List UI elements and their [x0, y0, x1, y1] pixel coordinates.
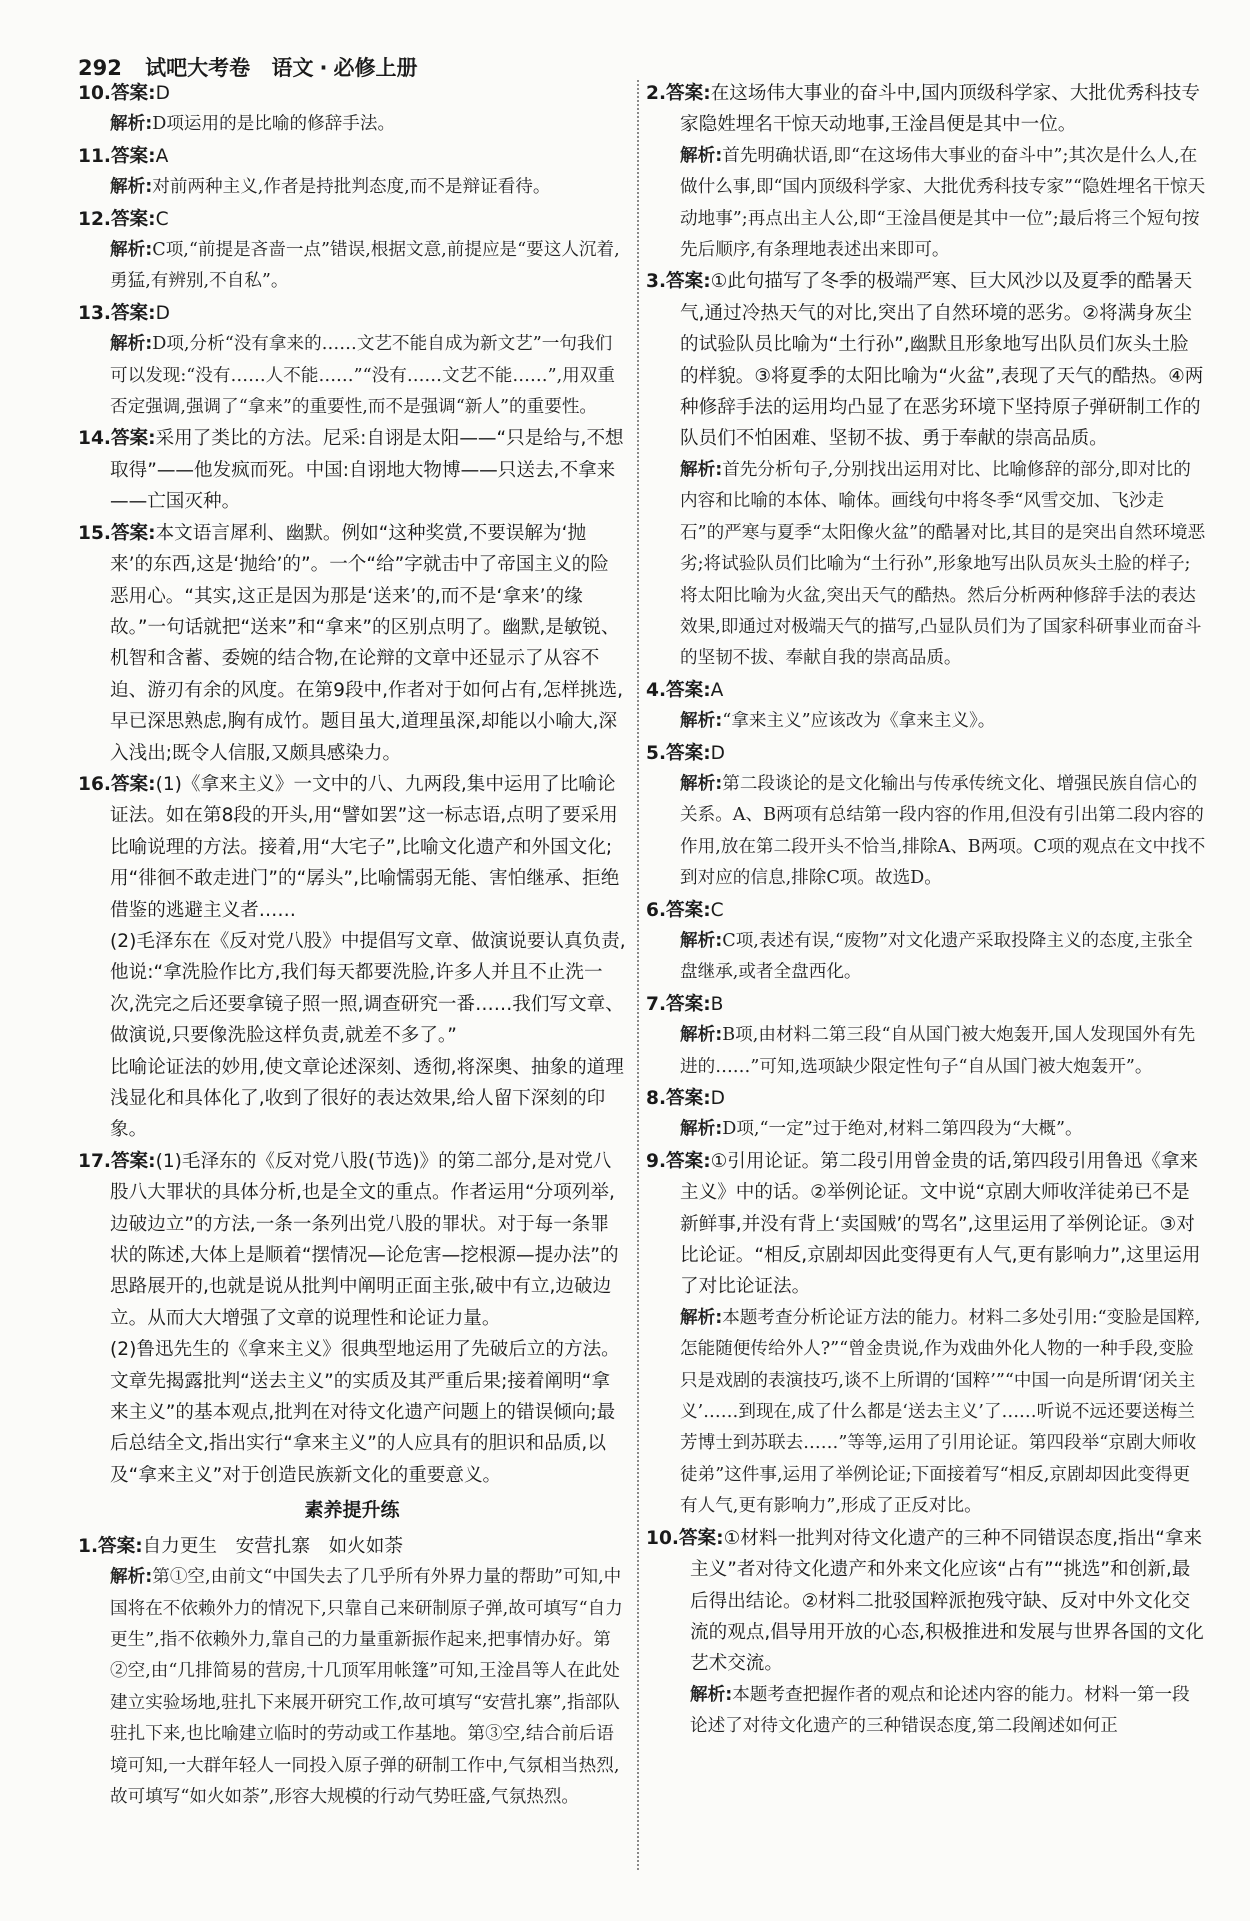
answer-item — [78, 1531, 626, 1814]
question-number: 13. — [78, 302, 111, 324]
analysis-line — [646, 1020, 1206, 1083]
analysis-line — [78, 235, 626, 298]
answer-paragraph: (2)鲁迅先生的《拿来主义》很典型地运用了先破后立的方法。文章先揭露批判“送去主义”的实质及其严重后果;接着阐明“拿来主义”的基本观点,批判在对待文化遗产问题上的错误倾向;最后总结全文,指出实行“拿来主义”的人应具有的胆识和品质,以及“拿来主义”对于创造民族新文化的重要意义。 — [110, 1339, 620, 1486]
analysis-line — [78, 329, 626, 423]
question-number: 10. — [78, 83, 111, 104]
answer-item — [646, 78, 1206, 266]
section-title: 素养提升练 — [304, 1499, 400, 1522]
answer-text: C — [710, 899, 724, 921]
answer-item — [646, 266, 1206, 674]
question-number: 17. — [78, 1150, 111, 1172]
question-number: 9. — [646, 1150, 667, 1172]
answer-label: 答案: — [110, 145, 156, 167]
subject: 语文 — [271, 56, 314, 80]
answer-line — [78, 1531, 626, 1562]
answer-text: ①此句描写了冬季的极端严寒、巨大风沙以及夏季的酷暑天气,通过冷热天气的对比,突出了自然环境的恶劣。②将满身灰尘的试验队员比喻为“土行孙”,幽默且形象地写出队员们灰头土脸的样貌。③将夏季的太阳比喻为“火盆”,表现了天气的酷热。④两种修辞手法的运用均凸显了在恶劣环境下坚持原子弹研制工作的队员们不怕困难、坚韧不拔、勇于奉献的崇高品质。 — [680, 271, 1204, 450]
analysis-text: D项,“一定”过于绝对,材料二第四段为“大概”。 — [722, 1119, 1083, 1140]
question-number: 1. — [78, 1535, 99, 1557]
analysis-text: D项运用的是比喻的修辞手法。 — [152, 114, 396, 135]
analysis-line — [646, 769, 1206, 895]
answer-item — [78, 204, 626, 298]
analysis-label: 解析: — [680, 145, 723, 166]
page-number: 292 — [78, 56, 122, 80]
question-number: 11. — [78, 145, 111, 167]
answer-item — [78, 423, 626, 517]
answer-line — [646, 1083, 1206, 1114]
answer-label: 答案: — [666, 899, 711, 921]
answer-text: ①材料一批判对待文化遗产的三种不同错误态度,指出“拿来主义”者对待文化遗产和外来文化应该“占有”“挑选”和创新,最后得出结论。②材料二批驳国粹派抱残守缺、反对中外文化交流的观点,倡导用开放的心态,积极推进和发展与世界各国的文化艺术交流。 — [690, 1527, 1204, 1675]
answer-item — [78, 1146, 626, 1491]
analysis-text: 本题考查分析论证方法的能力。材料二多处引用:“变脸是国粹,怎能随便传给外人?”“曾金贵说,作为戏曲外化人物的一种手段,变脸只是戏剧的表演技巧,谈不上所谓的‘国粹’”“中国一向是所谓‘闭关主义’……到现在,成了什么都是‘送去主义’了……听说不远还要送梅兰芳博士到苏联去……”等等,运用了引用论证。第四段举“京剧大师收徒弟”这件事,运用了举例论证;下面接着写“相反,京剧却因此变得更有人气,更有影响力”,形成了正反对比。 — [680, 1307, 1201, 1517]
analysis-label: 解析: — [690, 1684, 733, 1705]
analysis-line — [646, 141, 1206, 267]
answer-label: 答案: — [110, 428, 156, 450]
answer-item — [646, 738, 1206, 895]
answer-text: A — [710, 679, 724, 701]
answer-label: 答案: — [666, 1088, 711, 1109]
analysis-label: 解析: — [680, 1307, 723, 1328]
answer-item — [78, 78, 626, 141]
analysis-label: 解析: — [680, 711, 723, 732]
answer-item — [646, 675, 1206, 738]
right-column — [646, 78, 1206, 1743]
answer-label: 答案: — [666, 679, 711, 701]
answer-label: 答案: — [666, 993, 711, 1015]
analysis-line — [646, 926, 1206, 989]
book-title: 必修上册 — [333, 56, 418, 80]
answer-label: 答案: — [110, 302, 156, 324]
answer-label: 答案: — [666, 83, 711, 104]
answer-text: D — [155, 302, 170, 324]
question-number: 4. — [646, 679, 667, 701]
left-column — [78, 78, 626, 1813]
analysis-text: D项,分析“没有拿来的……文艺不能自成为新文艺”一句我们可以发现:“没有……人不能……”“没有……文艺不能……”,用双重否定强调,强调了“拿来”的重要性,而不是强调“新人”的重要性。 — [110, 334, 615, 418]
answer-label: 答案: — [110, 773, 156, 795]
answer-label: 答案: — [666, 1150, 711, 1172]
question-number: 14. — [78, 428, 111, 450]
answer-line — [78, 423, 626, 517]
analysis-line — [646, 455, 1206, 675]
analysis-line — [646, 1303, 1206, 1523]
answer-line — [646, 989, 1206, 1020]
answer-line — [646, 1146, 1206, 1303]
analysis-text: “拿来主义”应该改为《拿来主义》。 — [722, 711, 996, 732]
question-number: 12. — [78, 208, 111, 230]
analysis-text: 对前两种主义,作者是持批判态度,而不是辩证看待。 — [152, 177, 551, 198]
answer-label: 答案: — [110, 522, 156, 544]
answer-text: 自力更生 安营扎寨 如火如荼 — [142, 1535, 403, 1557]
answer-text: D — [710, 742, 725, 764]
analysis-label: 解析: — [680, 1025, 723, 1046]
answer-line — [78, 78, 626, 109]
answer-text: (1)《拿来主义》一文中的八、九两段,集中运用了比喻论证法。如在第8段的开头,用“譬如罢”这一标志语,点明了要采用比喻说理的方法。接着,用“大宅子”,比喻文化遗产和外国文化;用“徘徊不敢走进门”的“孱头”,比喻懦弱无能、害怕继承、拒绝借鉴的逃避主义者…… — [110, 773, 620, 921]
analysis-line — [78, 172, 626, 203]
answer-item — [646, 895, 1206, 989]
answer-text: 采用了类比的方法。尼采:自诩是太阳——“只是给与,不想取得”——他发疯而死。中国:自诩地大物博——只送去,不拿来——亡国灭种。 — [110, 428, 624, 513]
analysis-text: 首先明确状语,即“在这场伟大事业的奋斗中”;其次是什么人,在做什么事,即“国内顶级科学家、大批优秀科技专家”“隐姓埋名干惊天动地事”;再点出主人公,即“王淦昌便是其中一位”;最后将三个短句按先后顺序,有条理地表述出来即可。 — [680, 145, 1206, 261]
analysis-label: 解析: — [110, 240, 153, 261]
answer-line — [646, 78, 1206, 141]
answer-label: 答案: — [110, 208, 156, 230]
question-number: 10. — [646, 1527, 679, 1549]
answer-text: (1)毛泽东的《反对党八股(节选)》的第二部分,是对党八股八大罪状的具体分析,也是全文的重点。作者运用“分项列举,边破边立”的方法,一条一条列出党八股的罪状。对于每一条罪状的陈述,大体上是顺着“摆情况—论危害—挖根源—提办法”的思路展开的,也就是说从批判中阐明正面主张,破中有立,边破边立。从而大大增强了文章的说理性和论证力量。 — [110, 1150, 619, 1329]
answer-label: 答案: — [110, 1150, 156, 1172]
answer-line — [78, 204, 626, 235]
analysis-label: 解析: — [680, 930, 723, 951]
answer-line — [646, 738, 1206, 769]
question-number: 15. — [78, 522, 111, 544]
analysis-line — [78, 109, 626, 140]
analysis-line — [78, 1562, 626, 1813]
analysis-label: 解析: — [680, 459, 723, 480]
question-number: 6. — [646, 899, 667, 921]
question-number: 16. — [78, 773, 111, 795]
answer-text: 本文语言犀利、幽默。例如“这种奖赏,不要误解为‘抛来’的东西,这是‘抛给’的”。一个“给”字就击中了帝国主义的险恶用心。“其实,这正是因为那是‘送来’的,而不是‘拿来’的缘故。”一句话就把“送来”和“拿来”的区别点明了。幽默,是敏锐、机智和含蓄、委婉的结合物,在论辩的文章中还显示了从容不迫、游刃有余的风度。在第9段中,作者对于如何占有,怎样挑选,早已深思熟虑,胸有成竹。题目虽大,道理虽深,却能以小喻大,深入浅出;既令人信服,又颇具感染力。 — [110, 522, 623, 764]
answer-text: D — [155, 83, 170, 104]
answer-text: ①引用论证。第二段引用曾金贵的话,第四段引用鲁迅《拿来主义》中的话。②举例论证。文中说“京剧大师收洋徒弟已不是新鲜事,并没有背上‘卖国贼’的骂名”,这里运用了举例论证。③对比论证。“相反,京剧却因此变得更有人气,更有影响力”,这里运用了对比论证法。 — [680, 1150, 1201, 1298]
answer-line — [646, 1523, 1206, 1680]
answer-label: 答案: — [98, 1535, 143, 1557]
answer-item — [646, 1523, 1206, 1743]
question-number: 3. — [646, 271, 667, 293]
answer-line — [78, 298, 626, 329]
analysis-text: C项,“前提是吝啬一点”错误,根据文意,前提应是“要这人沉着,勇猛,有辨别,不自私”。 — [110, 240, 620, 292]
question-number: 5. — [646, 742, 667, 764]
answer-item — [646, 1083, 1206, 1146]
analysis-text: C项,表述有误,“废物”对文化遗产采取投降主义的态度,主张全盘继承,或者全盘西化。 — [680, 930, 1193, 983]
answer-label: 答案: — [678, 1527, 724, 1549]
analysis-text: 第①空,由前文“中国失去了几乎所有外界力量的帮助”可知,中国将在不依赖外力的情况下,只靠自己来研制原子弹,故可填写“自力更生”,指不依赖外力,靠自己的力量重新振作起来,把事情办好。第②空,由“几排简易的营房,十几顶军用帐篷”可知,王淦昌等人在此处建立实验场地,驻扎下来展开研究工作,故可填写“安营扎寨”,指部队驻扎下来,也比喻建立临时的劳动或工作基地。第③空,结合前后语境可知,一大群年轻人一同投入原子弹的研制工作中,气氛相当热烈,故可填写“如火如荼”,形容大规模的行动气势旺盛,气氛热烈。 — [110, 1567, 623, 1807]
question-number: 2. — [646, 83, 667, 104]
analysis-text: 本题考查把握作者的观点和论述内容的能力。材料一第一段论述了对待文化遗产的三种错误态度,第二段阐述如何正 — [690, 1684, 1190, 1737]
answer-paragraph: (2)毛泽东在《反对党八股》中提倡写文章、做演说要认真负责,他说:“拿洗脸作比方,我们每天都要洗脸,许多人并且不止洗一次,洗完之后还要拿镜子照一照,调查研究一番……我们写文章、做演说,只要像洗脸这样负责,就差不多了。” — [110, 930, 626, 1047]
answer-text: B — [710, 993, 724, 1015]
answer-line — [78, 1146, 626, 1334]
question-number: 8. — [646, 1088, 667, 1109]
analysis-label: 解析: — [110, 334, 153, 355]
analysis-label: 解析: — [110, 1567, 153, 1588]
column-divider — [637, 80, 639, 1870]
answer-text: 在这场伟大事业的奋斗中,国内顶级科学家、大批优秀科技专家隐姓埋名干惊天动地事,王淦昌便是其中一位。 — [680, 83, 1200, 136]
answer-line — [646, 895, 1206, 926]
analysis-label: 解析: — [680, 773, 723, 794]
answer-item — [646, 1146, 1206, 1523]
answer-label: 答案: — [666, 271, 711, 293]
header-dot: · — [319, 56, 328, 80]
answer-label: 答案: — [666, 742, 711, 764]
analysis-label: 解析: — [110, 114, 153, 135]
answer-line — [78, 518, 626, 769]
analysis-line — [646, 706, 1206, 737]
answer-line — [78, 141, 626, 172]
answer-item — [78, 769, 626, 1146]
answer-line — [646, 266, 1206, 454]
answer-text: A — [155, 145, 169, 167]
analysis-text: 首先分析句子,分别找出运用对比、比喻修辞的部分,即对比的内容和比喻的本体、喻体。画线句中将冬季“风雪交加、飞沙走石”的严寒与夏季“太阳像火盆”的酷暑对比,其目的是突出自然环境恶劣;将试验队员们比喻为“土行孙”,形象地写出队员灰头土脸的样子;将太阳比喻为火盆,突出天气的酷热。然后分析两种修辞手法的表达效果,即通过对极端天气的描写,凸显队员们为了国家科研事业而奋斗的坚韧不拔、奉献自我的崇高品质。 — [680, 459, 1206, 669]
answer-line — [78, 769, 626, 926]
answer-item — [78, 141, 626, 204]
analysis-line — [646, 1114, 1206, 1145]
answer-text: C — [155, 208, 169, 230]
analysis-label: 解析: — [680, 1119, 723, 1140]
answer-item — [78, 518, 626, 769]
answer-line — [646, 675, 1206, 706]
analysis-text: 第二段谈论的是文化输出与传承传统文化、增强民族自信心的关系。A、B两项有总结第一段内容的作用,但没有引出第二段内容的作用,放在第二段开头不恰当,排除A、B两项。C项的观点在文中找不到对应的信息,排除C项。故选D。 — [680, 773, 1206, 889]
series-title: 试吧大考卷 — [145, 56, 251, 80]
answer-label: 答案: — [110, 83, 156, 104]
analysis-label: 解析: — [110, 177, 153, 198]
answer-paragraph: 比喻论证法的妙用,使文章论述深刻、透彻,将深奥、抽象的道理浅显化和具体化了,收到了很好的表达效果,给人留下深刻的印象。 — [110, 1056, 624, 1141]
analysis-text: B项,由材料二第三段“自从国门被大炮轰开,国人发现国外有先进的……”可知,选项缺少限定性句子“自从国门被大炮轰开”。 — [680, 1025, 1196, 1077]
analysis-line — [646, 1680, 1206, 1743]
question-number: 7. — [646, 993, 667, 1015]
answer-item — [646, 989, 1206, 1083]
answer-item — [78, 298, 626, 424]
answer-text: D — [710, 1088, 725, 1109]
